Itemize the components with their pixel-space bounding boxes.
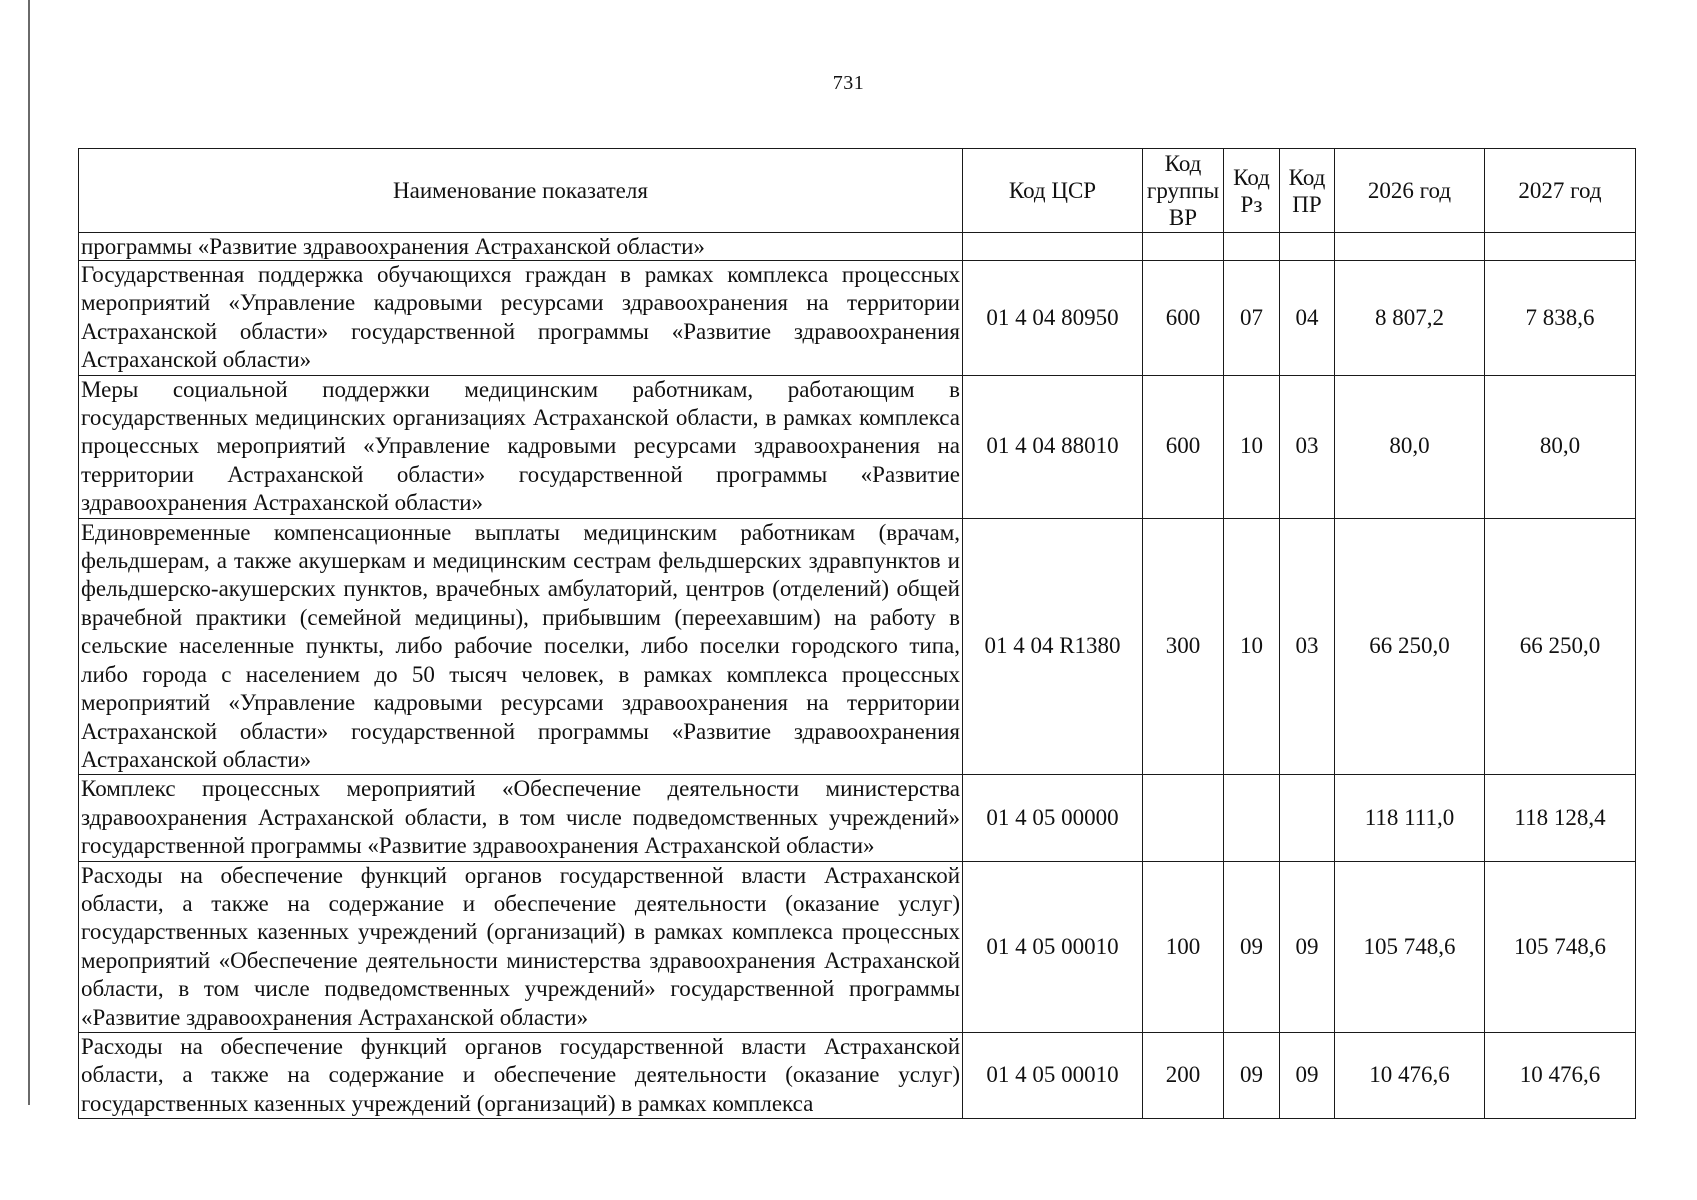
row-amount-2026: 10 476,6 [1335,1032,1485,1118]
row-amount-2026: 118 111,0 [1335,775,1485,861]
header-year-2026: 2026 год [1335,149,1485,233]
row-name: Меры социальной поддержки медицинским работникам, работающим в государственных медицинских организациях Астраханской области, в рамках комплекса процессных мероприятий «Управление кадровыми ресурсами здравоохранения на территории Астраханской области» государственной программы «Развитие здравоохранения Астраханской области» [79,375,963,518]
row-amount-2027 [1485,233,1636,261]
row-pr-code: 03 [1280,375,1335,518]
table-row [79,518,1636,775]
row-rz-code: 09 [1224,1032,1280,1118]
row-csr-code: 01 4 05 00010 [963,861,1143,1032]
row-name: Комплекс процессных мероприятий «Обеспечение деятельности министерства здравоохранения Астраханской области, в том числе подведомственных учреждений» государственной программы «Развитие здравоохранения Астраханской области» [79,775,963,861]
row-name: Единовременные компенсационные выплаты медицинским работникам (врачам, фельдшерам, а также акушеркам и медицинским сестрам фельдшерских здравпунктов и фельдшерско-акушерских пунктов, врачебных амбулаторий, центров (отделений) общей врачебной практики (семейной медицины), прибывшим (переехавшим) на работу в сельские населенные пункты, либо рабочие поселки, либо поселки городского типа, либо города с населением до 50 тысяч человек, в рамках комплекса процессных мероприятий «Управление кадровыми ресурсами здравоохранения на территории Астраханской области» государственной программы «Развитие здравоохранения Астраханской области» [79,518,963,775]
row-pr-code: 04 [1280,261,1335,376]
row-pr-code: 03 [1280,518,1335,775]
header-name: Наименование показателя [79,149,963,233]
row-amount-2027: 118 128,4 [1485,775,1636,861]
row-pr-code [1280,233,1335,261]
header-csr-code: Код ЦСР [963,149,1143,233]
row-csr-code [963,233,1143,261]
row-rz-code: 09 [1224,861,1280,1032]
row-amount-2027: 105 748,6 [1485,861,1636,1032]
binding-line [28,0,30,1105]
row-pr-code: 09 [1280,861,1335,1032]
row-rz-code [1224,233,1280,261]
page-number: 731 [832,72,865,94]
header-pr-code: Код ПР [1280,149,1335,233]
table-row [79,775,1636,861]
row-rz-code: 07 [1224,261,1280,376]
row-csr-code: 01 4 04 80950 [963,261,1143,376]
header-vr-code: Код группы ВР [1143,149,1224,233]
row-vr-code: 600 [1143,261,1224,376]
row-vr-code [1143,233,1224,261]
row-name: Расходы на обеспечение функций органов государственной власти Астраханской области, а также на содержание и обеспечение деятельности (оказание услуг) государственных казенных учреждений (организаций) в рамках комплекса [79,1032,963,1118]
header-rz-code: Код Рз [1224,149,1280,233]
row-vr-code: 100 [1143,861,1224,1032]
row-csr-code: 01 4 04 R1380 [963,518,1143,775]
row-rz-code: 10 [1224,518,1280,775]
header-year-2027: 2027 год [1485,149,1636,233]
row-rz-code [1224,775,1280,861]
row-csr-code: 01 4 05 00000 [963,775,1143,861]
table-row [79,375,1636,518]
row-amount-2026 [1335,233,1485,261]
table-header-row [79,149,1636,233]
row-vr-code: 600 [1143,375,1224,518]
row-amount-2026: 8 807,2 [1335,261,1485,376]
row-amount-2027: 7 838,6 [1485,261,1636,376]
budget-table [78,148,1636,1119]
table-row [79,1032,1636,1118]
table-row [79,233,1636,261]
row-amount-2026: 105 748,6 [1335,861,1485,1032]
row-amount-2026: 80,0 [1335,375,1485,518]
row-vr-code: 300 [1143,518,1224,775]
row-amount-2027: 10 476,6 [1485,1032,1636,1118]
table-row [79,861,1636,1032]
row-amount-2026: 66 250,0 [1335,518,1485,775]
row-amount-2027: 80,0 [1485,375,1636,518]
row-pr-code: 09 [1280,1032,1335,1118]
table-row [79,261,1636,376]
row-name: Расходы на обеспечение функций органов государственной власти Астраханской области, а также на содержание и обеспечение деятельности (оказание услуг) государственных казенных учреждений (организаций) в рамках комплекса процессных мероприятий «Обеспечение деятельности министерства здравоохранения Астраханской области, в том числе подведомственных учреждений» государственной программы «Развитие здравоохранения Астраханской области» [79,861,963,1032]
row-amount-2027: 66 250,0 [1485,518,1636,775]
row-name: программы «Развитие здравоохранения Астраханской области» [79,233,963,261]
row-name: Государственная поддержка обучающихся граждан в рамках комплекса процессных мероприятий «Управление кадровыми ресурсами здравоохранения на территории Астраханской области» государственной программы «Развитие здравоохранения Астраханской области» [79,261,963,376]
row-vr-code: 200 [1143,1032,1224,1118]
row-pr-code [1280,775,1335,861]
row-csr-code: 01 4 04 88010 [963,375,1143,518]
row-csr-code: 01 4 05 00010 [963,1032,1143,1118]
row-rz-code: 10 [1224,375,1280,518]
row-vr-code [1143,775,1224,861]
